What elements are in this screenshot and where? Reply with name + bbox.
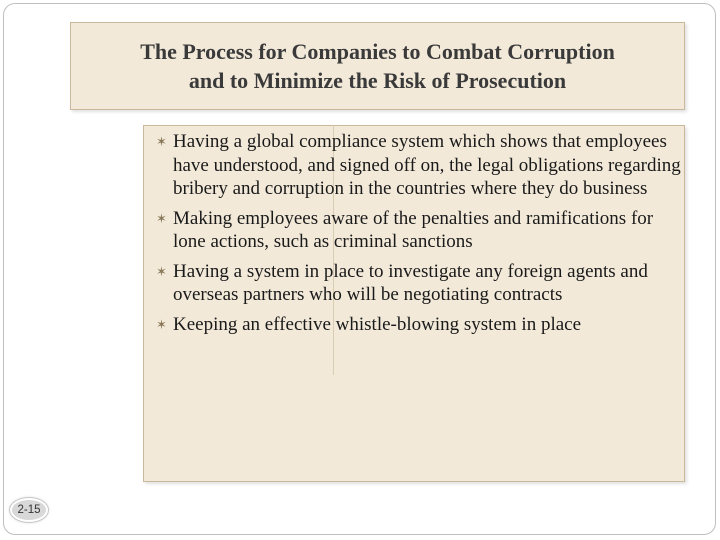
bullet-item <box>156 130 681 201</box>
bullet-marker-icon: ✶ <box>156 263 167 279</box>
slide-title-line-2: and to Minimize the Risk of Prosecution <box>188 68 567 93</box>
page-number-badge: 2-15 <box>10 498 48 522</box>
bullet-marker-icon: ✶ <box>156 316 167 332</box>
bullet-list <box>156 130 681 342</box>
bullet-text: Having a system in place to investigate any foreign agents and overseas partners who will be negotiating contracts <box>173 260 648 305</box>
bullet-item <box>156 260 681 307</box>
bullet-text: Making employees aware of the penalties and ramifications for lone actions, such as criminal sanctions <box>173 207 654 252</box>
slide-title <box>140 37 615 95</box>
slide-title-line-1: The Process for Companies to Combat Corruption <box>140 39 615 64</box>
bullet-text: Having a global compliance system which shows that employees have understood, and signed off on, the legal obligations regarding bribery and corruption in the countries where they do business <box>173 131 681 199</box>
bullet-marker-icon: ✶ <box>156 134 167 149</box>
bullet-item <box>156 207 681 254</box>
title-box <box>70 22 685 110</box>
bullet-marker-icon: ✶ <box>156 210 167 226</box>
bullet-text: Keeping an effective whistle-blowing system in place <box>173 313 582 335</box>
bullet-item <box>156 313 681 337</box>
